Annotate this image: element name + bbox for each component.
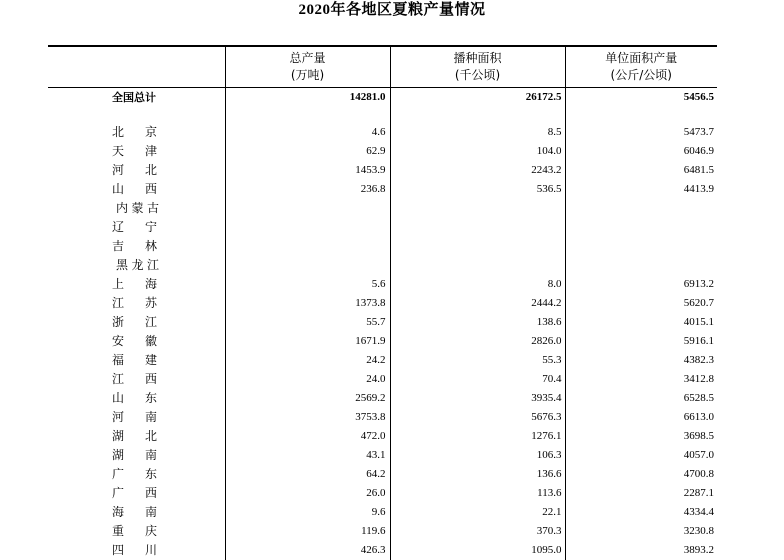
yield-cell: 4334.4 [565,503,717,522]
yield-cell: 5916.1 [565,332,717,351]
yield-cell: 3230.8 [565,522,717,541]
table-row [48,408,717,427]
total-output-cell: 472.0 [225,427,390,446]
region-name [48,180,225,199]
region-label: 福建 [112,351,157,370]
sown-area-cell [390,218,565,237]
yield-cell: 4700.8 [565,465,717,484]
yield-cell: 4382.3 [565,351,717,370]
table-row [48,313,717,332]
header-yield-per-unit [565,46,717,88]
sown-area-cell: 104.0 [390,142,565,161]
sown-area-cell: 3935.4 [390,389,565,408]
region-label: 重庆 [112,522,157,541]
total-output-cell: 5.6 [225,275,390,294]
total-output-cell: 119.6 [225,522,390,541]
total-output-cell: 1671.9 [225,332,390,351]
total-output-cell: 62.9 [225,142,390,161]
table-row [48,465,717,484]
region-name [48,123,225,142]
table-row [48,541,717,560]
sown-area-cell: 138.6 [390,313,565,332]
table-header [48,46,717,88]
total-output-cell: 24.2 [225,351,390,370]
sown-area-cell: 55.3 [390,351,565,370]
yield-cell: 5456.5 [565,88,717,108]
region-name [48,522,225,541]
region-name [48,313,225,332]
header-region [48,46,225,88]
sown-area-cell [390,237,565,256]
region-label: 山西 [112,180,157,199]
yield-cell: 4057.0 [565,446,717,465]
sown-area-cell: 2826.0 [390,332,565,351]
sown-area-cell: 113.6 [390,484,565,503]
yield-cell: 5473.7 [565,123,717,142]
grain-production-table [48,45,717,560]
region-label: 江苏 [112,294,157,313]
total-output-cell: 14281.0 [225,88,390,108]
table-row [48,142,717,161]
header-unit: (万吨) [226,67,390,84]
page-title: 2020年各地区夏粮产量情况 [0,0,784,19]
total-output-cell: 426.3 [225,541,390,560]
sown-area-cell: 136.6 [390,465,565,484]
table-row [48,370,717,389]
region-name [48,161,225,180]
table-body [48,88,717,560]
table-row [48,427,717,446]
yield-cell [565,218,717,237]
table-row [48,332,717,351]
region-label: 湖南 [112,446,157,465]
region-name [48,541,225,560]
header-label: 单位面积产量 [566,50,718,67]
total-output-cell: 26.0 [225,484,390,503]
region-name [48,237,225,256]
region-label: 广东 [112,465,157,484]
region-name [48,389,225,408]
region-name [48,142,225,161]
region-label: 河南 [112,408,157,427]
yield-cell: 6528.5 [565,389,717,408]
yield-cell: 2287.1 [565,484,717,503]
total-output-cell [225,199,390,218]
header-unit: (千公顷) [391,67,565,84]
table-row [48,351,717,370]
total-output-cell: 9.6 [225,503,390,522]
table-row [48,237,717,256]
region-label: 湖北 [112,427,157,446]
sown-area-cell: 2444.2 [390,294,565,313]
sown-area-cell: 22.1 [390,503,565,522]
sown-area-cell: 370.3 [390,522,565,541]
region-name [48,332,225,351]
table-row [48,503,717,522]
total-output-cell: 3753.8 [225,408,390,427]
table-row [48,199,717,218]
region-label: 北京 [112,123,157,142]
table-row [48,218,717,237]
region-label: 天津 [112,142,157,161]
region-name [48,218,225,237]
total-output-cell: 55.7 [225,313,390,332]
region-name [48,294,225,313]
sown-area-cell: 2243.2 [390,161,565,180]
region-name [48,484,225,503]
region-name [48,199,225,218]
total-output-cell [225,237,390,256]
table-row [48,123,717,142]
region-label: 四川 [112,541,157,560]
table-row [48,180,717,199]
sown-area-cell: 106.3 [390,446,565,465]
region-label: 全国总计 [112,91,156,104]
region-name [48,370,225,389]
total-output-cell: 24.0 [225,370,390,389]
region-label: 山东 [112,389,157,408]
region-name [48,465,225,484]
total-output-cell: 1373.8 [225,294,390,313]
sown-area-cell: 1095.0 [390,541,565,560]
yield-cell: 3412.8 [565,370,717,389]
region-label: 内蒙古 [112,199,159,218]
region-name [48,408,225,427]
sown-area-cell [390,256,565,275]
region-label: 黑龙江 [112,256,159,275]
yield-cell: 4413.9 [565,180,717,199]
sown-area-cell: 8.5 [390,123,565,142]
region-label: 上海 [112,275,157,294]
header-unit: (公斤/公顷) [566,67,718,84]
table-row [48,161,717,180]
table-row [48,294,717,313]
yield-cell: 6481.5 [565,161,717,180]
header-total-output [225,46,390,88]
table-row [48,256,717,275]
spacer-row [48,107,717,123]
total-output-cell: 4.6 [225,123,390,142]
total-output-cell: 64.2 [225,465,390,484]
yield-cell: 6046.9 [565,142,717,161]
total-output-cell: 236.8 [225,180,390,199]
sown-area-cell: 5676.3 [390,408,565,427]
total-output-cell: 43.1 [225,446,390,465]
header-sown-area [390,46,565,88]
yield-cell: 3893.2 [565,541,717,560]
sown-area-cell [390,199,565,218]
region-label: 辽宁 [112,218,157,237]
yield-cell: 6613.0 [565,408,717,427]
table-row [48,522,717,541]
region-label: 江西 [112,370,157,389]
sown-area-cell: 1276.1 [390,427,565,446]
table-row [48,389,717,408]
region-label: 安徽 [112,332,157,351]
region-name [48,446,225,465]
sown-area-cell: 8.0 [390,275,565,294]
header-label: 总产量 [226,50,390,67]
total-output-cell [225,218,390,237]
yield-cell: 3698.5 [565,427,717,446]
table-row [48,484,717,503]
yield-cell [565,237,717,256]
yield-cell [565,199,717,218]
total-output-cell: 2569.2 [225,389,390,408]
region-name [48,351,225,370]
region-label: 浙江 [112,313,157,332]
table-row-national-total [48,88,717,108]
region-label: 河北 [112,161,157,180]
sown-area-cell: 70.4 [390,370,565,389]
region-name [48,503,225,522]
region-label: 吉林 [112,237,157,256]
region-label: 广西 [112,484,157,503]
total-output-cell [225,256,390,275]
table-row [48,275,717,294]
region-name [48,275,225,294]
region-name [48,88,225,108]
sown-area-cell: 26172.5 [390,88,565,108]
yield-cell: 6913.2 [565,275,717,294]
header-label: 播种面积 [391,50,565,67]
table-row [48,446,717,465]
region-name [48,427,225,446]
yield-cell: 4015.1 [565,313,717,332]
sown-area-cell: 536.5 [390,180,565,199]
yield-cell [565,256,717,275]
yield-cell: 5620.7 [565,294,717,313]
region-name [48,256,225,275]
total-output-cell: 1453.9 [225,161,390,180]
region-label: 海南 [112,503,157,522]
